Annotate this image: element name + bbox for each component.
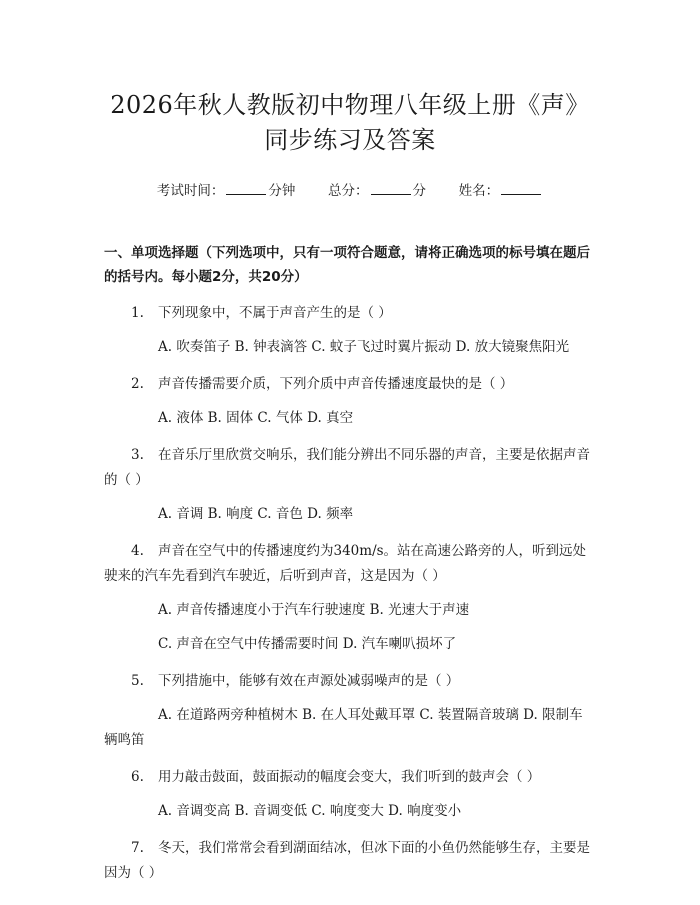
question-item <box>104 372 596 397</box>
question-number: 4. <box>131 543 144 559</box>
question-number: 5. <box>131 673 144 689</box>
question-item <box>104 836 596 886</box>
question-item <box>104 765 596 790</box>
question-options: C. 声音在空气中传播需要时间 D. 汽车喇叭损坏了 <box>158 636 457 652</box>
time-unit: 分钟 <box>268 183 296 199</box>
question-options: A. 吹奏笛子 B. 钟表滴答 C. 蚊子飞过时翼片振动 D. 放大镜聚焦阳光 <box>158 339 570 355</box>
score-blank <box>371 182 411 195</box>
question-number: 1. <box>131 305 144 321</box>
question-item <box>104 301 596 326</box>
question-text: 声音在空气中的传播速度约为340m/s。站在高速公路旁的人，听到远处驶来的汽车先看到汽车驶近，后听到声音，这是因为（ ） <box>104 543 587 584</box>
question-number: 3. <box>131 447 144 463</box>
question-text: 下列措施中，能够有效在声源处减弱噪声的是（ ） <box>158 673 460 689</box>
question-number: 7. <box>131 840 144 856</box>
question-item <box>104 669 596 694</box>
question-number: 2. <box>131 376 144 392</box>
question-text: 冬天，我们常常会看到湖面结冰，但冰下面的小鱼仍然能够生存，主要是因为（ ） <box>104 840 590 881</box>
score-label: 总分： <box>328 183 369 199</box>
question-text: 声音传播需要介质，下列介质中声音传播速度最快的是（ ） <box>158 376 514 392</box>
question-options: A. 在道路两旁种植树木 B. 在人耳处戴耳罩 C. 装置隔音玻璃 D. 限制车辆鸣笛 <box>104 707 583 748</box>
section-heading: 一、单项选择题（下列选项中，只有一项符合题意，请将正确选项的标号填在题后的括号内。每小题2分，共20分） <box>104 245 590 285</box>
question-list <box>104 301 596 886</box>
question-item <box>104 443 596 493</box>
question-text: 下列现象中，不属于声音产生的是（ ） <box>158 305 392 321</box>
question-text: 在音乐厅里欣赏交响乐，我们能分辨出不同乐器的声音，主要是依据声音的（ ） <box>104 447 590 488</box>
score-unit: 分 <box>412 183 426 199</box>
question-text: 用力敲击鼓面，鼓面振动的幅度会变大，我们听到的鼓声会（ ） <box>158 769 541 785</box>
title-line-1: 2026年秋人教版初中物理八年级上册《声》 <box>110 91 590 119</box>
document-title <box>104 0 596 158</box>
time-label: 考试时间： <box>156 183 225 199</box>
name-blank <box>501 182 541 195</box>
question-options: A. 音调 B. 响度 C. 音色 D. 频率 <box>158 506 354 522</box>
question-options: A. 液体 B. 固体 C. 气体 D. 真空 <box>158 410 354 426</box>
question-number: 6. <box>131 769 144 785</box>
exam-meta <box>104 181 596 201</box>
question-options: A. 声音传播速度小于汽车行驶速度 B. 光速大于声速 <box>158 602 470 618</box>
question-item <box>104 539 596 589</box>
time-blank <box>226 182 266 195</box>
name-label: 姓名： <box>458 183 500 199</box>
title-line-2: 同步练习及答案 <box>264 126 436 154</box>
question-options: A. 音调变高 B. 音调变低 C. 响度变大 D. 响度变小 <box>158 803 462 819</box>
